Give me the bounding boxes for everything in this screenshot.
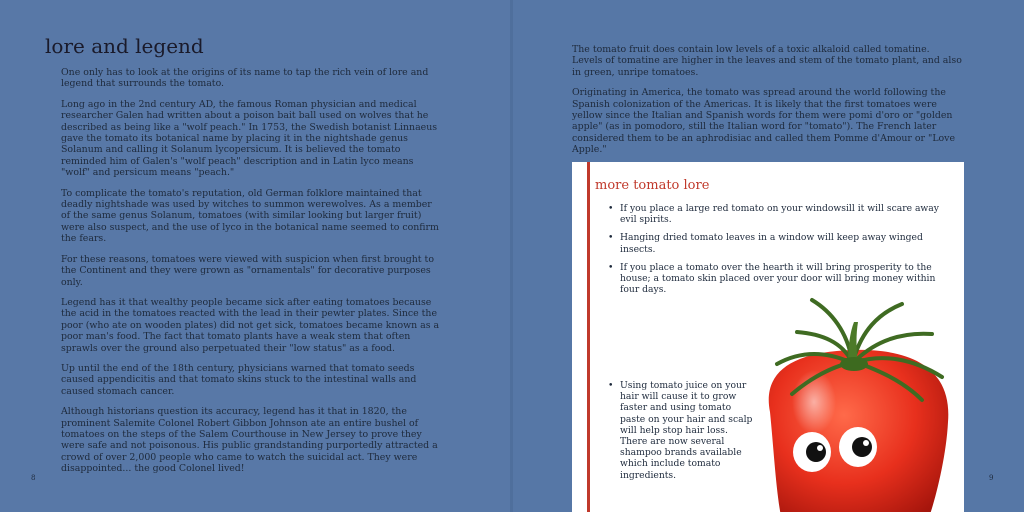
list-item: • Hanging dried tomato leaves in a window will keep away winged insects.: [606, 232, 946, 254]
left-text-block: [61, 67, 443, 484]
paragraph: For these reasons, tomatoes were viewed with suspicion when first brought to the Continent and they were grown as "ornamentals" for decorative purposes only.: [61, 253, 434, 288]
list-item: • If you place a tomato over the hearth it will bring prosperity to the house; a tomato skin placed over your door will bring money within four days.: [606, 262, 946, 296]
left-page: [0, 0, 511, 512]
page-number-left: 8: [31, 474, 36, 482]
lore-list: [606, 203, 946, 302]
paragraph: One only has to look at the origins of its name to tap the rich vein of lore and legend that surrounds the tomato.: [61, 67, 429, 90]
page-title: lore and legend: [45, 34, 204, 58]
paragraph: Although historians question its accuracy, legend has it that in 1820, the prominent Salemite Colonel Robert Gibbon Johnson ate an entire bushel of tomatoes on the steps of the Salem Courthouse in New Jersey to prove they were safe and not poisonous. His public grandstanding purportedly attracted a crowd of over 2,000 people who came to watch the suicidal act. They were disappointed... the good Colonel lived!: [61, 406, 438, 475]
paragraph: Up until the end of the 18th century, physicians warned that tomato seeds caused appendicitis and that tomato skins stuck to the intestinal walls and caused stomach cancer.: [61, 362, 417, 397]
lore-box-title: more tomato lore: [595, 178, 710, 193]
paragraph: Legend has it that wealthy people became sick after eating tomatoes because the acid in the tomatoes reacted with the lead in their pewter plates. Since the poor (who ate on wooden plates) did not get sick, tomatoes became known as a poor man's food. The fact that tomato plants have a weak stem that often sprawls over the ground also perpetuated their "low status" as a food.: [61, 296, 440, 354]
paragraph: Long ago in the 2nd century AD, the famous Roman physician and medical researcher Galen had written about a poison bait ball used on wolves that he described as being like a "wolf peach." In 1753, the Swedish botanist Linnaeus gave the tomato its botanical name by placing it in the nightshade genus Solanum and calling it Solanum lycopersicum. It is believed the tomato reminded him of Galen's "wolf peach" description and in Latin lyco means "wolf" and persicum means "peach.": [61, 98, 438, 179]
list-item: • If you place a large red tomato on your windowsill it will scare away evil spirits.: [606, 203, 946, 225]
list-item: • Using tomato juice on your hair will cause it to grow faster and using tomato paste on your hair and scalp will help stop hair loss. There are now several shampoo brands available which include tomato ingredients.: [606, 380, 756, 481]
lore-list-continued: [606, 380, 756, 481]
red-accent-line: [587, 162, 590, 512]
paragraph: To complicate the tomato's reputation, old German folklore maintained that deadly nightshade was used by witches to summon werewolves. As a member of the same genus Solanum, tomatoes (with similar looking but larger fruit) were also suspect, and the use of lyco in the botanical name seemed to confirm the fears.: [61, 187, 439, 245]
right-text-block: [572, 44, 962, 165]
tomato-with-eyes-illustration: [752, 292, 964, 512]
lore-box: [572, 162, 964, 512]
paragraph: The tomato fruit does contain low levels of a toxic alkaloid called tomatine. Levels of tomatine are higher in the leaves and stem of the tomato plant, and also in green, unripe tomatoes.: [572, 44, 962, 78]
page-number-right: 9: [989, 474, 994, 482]
paragraph: Originating in America, the tomato was spread around the world following the Spanish colonization of the Americas. It is likely that the first tomatoes were yellow since the Italian and Spanish words for them were pomi d'oro or "golden apple" (as in pomodoro, still the Italian word for "tomato"). The French later considered them to be an aphrodisiac and called them Pomme d'Amour or "Love Apple.": [572, 87, 956, 156]
